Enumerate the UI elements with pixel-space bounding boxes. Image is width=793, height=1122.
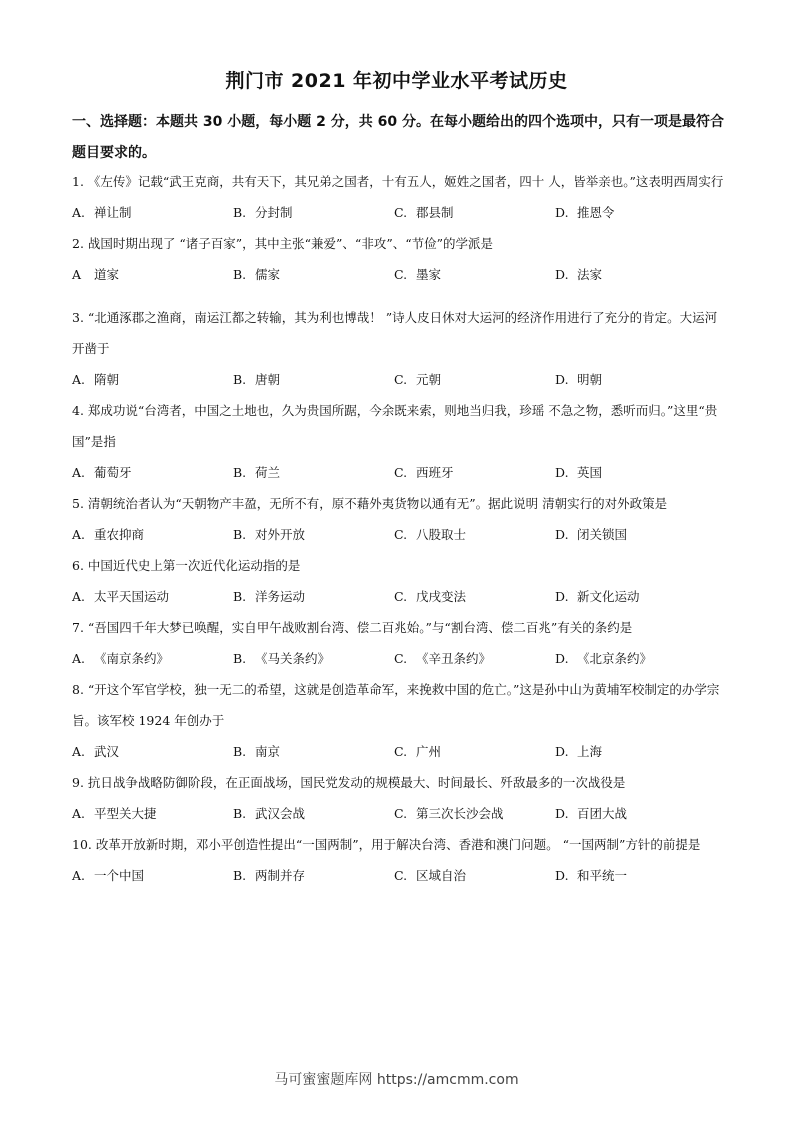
option-text: 禅让制	[94, 205, 132, 220]
option-text: 唐朝	[255, 372, 281, 387]
answer-option	[72, 364, 233, 395]
answer-option	[72, 798, 233, 829]
option-letter: D.	[555, 806, 569, 821]
option-text: 一个中国	[94, 868, 145, 883]
option-row	[72, 798, 724, 829]
answer-option	[394, 581, 555, 612]
option-text: 闭关锁国	[577, 527, 628, 542]
answer-option	[394, 457, 555, 488]
option-letter: D.	[555, 465, 569, 480]
question-item	[72, 550, 724, 612]
question-stem: 10. 改革开放新时期，邓小平创造性提出“一国两制”，用于解决台湾、香港和澳门问题。 “一国两制”方针的前提是	[72, 837, 701, 852]
option-text: 《南京条约》	[94, 651, 170, 666]
option-text: 两制并存	[255, 868, 306, 883]
footer-watermark: 马可蜜蜜题库网 https://amcmm.com	[274, 1072, 519, 1088]
option-text: 平型关大捷	[94, 806, 157, 821]
answer-option	[233, 457, 394, 488]
option-text: 推恩令	[577, 205, 615, 220]
question-item	[72, 166, 724, 228]
answer-option	[394, 736, 555, 767]
question-list	[72, 166, 724, 891]
option-text: 武汉会战	[255, 806, 306, 821]
option-text: 太平天国运动	[94, 589, 170, 604]
option-text: 元朝	[416, 372, 442, 387]
option-letter: C.	[394, 465, 408, 480]
option-letter: B.	[233, 465, 247, 480]
option-letter: C.	[394, 372, 408, 387]
option-row	[72, 860, 724, 891]
option-row	[72, 197, 724, 228]
option-text: 分封制	[255, 205, 293, 220]
option-letter: D.	[555, 527, 569, 542]
option-letter: C.	[394, 868, 408, 883]
question-item	[72, 829, 724, 891]
option-text: 法家	[577, 267, 603, 282]
option-text: 武汉	[94, 744, 120, 759]
answer-option	[233, 519, 394, 550]
question-stem: 6. 中国近代史上第一次近代化运动指的是	[72, 558, 301, 573]
option-letter: C.	[394, 806, 408, 821]
option-text: 重农抑商	[94, 527, 145, 542]
answer-option	[555, 259, 716, 290]
answer-option	[233, 736, 394, 767]
option-letter: B.	[233, 744, 247, 759]
option-text: 南京	[255, 744, 281, 759]
question-item	[72, 767, 724, 829]
option-letter: B.	[233, 205, 247, 220]
option-text: 新文化运动	[577, 589, 640, 604]
option-letter: C.	[394, 527, 408, 542]
option-letter: C.	[394, 744, 408, 759]
answer-option	[394, 364, 555, 395]
answer-option	[233, 643, 394, 674]
option-letter: A.	[72, 868, 86, 883]
option-letter: C.	[394, 651, 408, 666]
option-letter: D.	[555, 205, 569, 220]
option-text: 明朝	[577, 372, 603, 387]
answer-option	[72, 197, 233, 228]
option-text: 戊戌变法	[416, 589, 467, 604]
question-stem: 2. 战国时期出现了 “诸子百家”，其中主张“兼爱”、“非攻”、“节俭”的学派是	[72, 236, 493, 251]
answer-option	[233, 860, 394, 891]
option-letter: C.	[394, 589, 408, 604]
option-letter: B.	[233, 589, 247, 604]
option-row	[72, 736, 724, 767]
option-text: 道家	[94, 267, 120, 282]
option-letter: A.	[72, 589, 86, 604]
question-item	[72, 488, 724, 550]
option-letter: B.	[233, 527, 247, 542]
option-text: 《北京条约》	[577, 651, 653, 666]
answer-option	[394, 860, 555, 891]
answer-option	[394, 259, 555, 290]
option-text: 百团大战	[577, 806, 628, 821]
option-text: 《辛丑条约》	[416, 651, 492, 666]
answer-option	[394, 798, 555, 829]
option-text: 广州	[416, 744, 442, 759]
section-header: 一、选择题：本题共 30 小题，每小题 2 分，共 60 分。在每小题给出的四个选项中，只有一项是最符合题目要求的。	[72, 114, 724, 161]
option-letter: B.	[233, 267, 247, 282]
answer-option	[233, 364, 394, 395]
option-letter: D.	[555, 589, 569, 604]
question-stem: 7. “吾国四千年大梦已唤醒，实自甲午战败割台湾、偿二百兆始。”与“割台湾、偿二百兆”有关的条约是	[72, 620, 633, 635]
answer-option	[555, 860, 716, 891]
option-letter: A.	[72, 651, 86, 666]
option-row	[72, 581, 724, 612]
option-text: 隋朝	[94, 372, 120, 387]
answer-option	[394, 643, 555, 674]
question-item	[72, 674, 724, 767]
option-text: 西班牙	[416, 465, 454, 480]
option-text: 墨家	[416, 267, 442, 282]
answer-option	[555, 364, 716, 395]
answer-option	[233, 581, 394, 612]
option-row	[72, 457, 724, 488]
answer-option	[72, 736, 233, 767]
answer-option	[72, 519, 233, 550]
option-letter: D.	[555, 651, 569, 666]
option-letter: C.	[394, 205, 408, 220]
option-row	[72, 364, 724, 395]
option-letter: B.	[233, 806, 247, 821]
question-stem: 4. 郑成功说“台湾者，中国之土地也，久为贵国所踞，今余既来索，则地当归我，珍瑶 不急之物，悉听而归。”这里“贵国”是指	[72, 403, 718, 449]
option-letter: B.	[233, 868, 247, 883]
option-letter: B.	[233, 651, 247, 666]
option-text: 第三次长沙会战	[416, 806, 504, 821]
option-text: 洋务运动	[255, 589, 306, 604]
option-letter: D.	[555, 372, 569, 387]
option-text: 荷兰	[255, 465, 281, 480]
answer-option	[394, 197, 555, 228]
question-item	[72, 228, 724, 290]
option-letter: A	[72, 267, 82, 282]
option-letter: A.	[72, 205, 86, 220]
option-text: 葡萄牙	[94, 465, 132, 480]
question-stem: 9. 抗日战争战略防御阶段，在正面战场，国民党发动的规模最大、时间最长、歼敌最多的一次战役是	[72, 775, 626, 790]
question-stem: 8. “开这个军官学校，独一无二的希望，这就是创造革命军，来挽救中国的危亡。”这是孙中山为黄埔军校制定的办学宗旨。该军校 1924 年创办于	[72, 682, 720, 728]
question-item	[72, 395, 724, 488]
option-letter: A.	[72, 806, 86, 821]
question-stem: 3. “北通涿郡之渔商，南运江都之转输，其为利也博哉！ ”诗人皮日休对大运河的经济作用进行了充分的肯定。大运河开凿于	[72, 310, 718, 356]
answer-option	[72, 457, 233, 488]
answer-option	[555, 197, 716, 228]
option-text: 和平统一	[577, 868, 628, 883]
option-text: 儒家	[255, 267, 281, 282]
answer-option	[233, 197, 394, 228]
question-item	[72, 302, 724, 395]
option-letter: A.	[72, 744, 86, 759]
answer-option	[233, 259, 394, 290]
question-item	[72, 612, 724, 674]
option-text: 对外开放	[255, 527, 306, 542]
spacer	[72, 290, 724, 302]
answer-option	[555, 798, 716, 829]
answer-option	[72, 259, 233, 290]
option-row	[72, 519, 724, 550]
option-letter: B.	[233, 372, 247, 387]
answer-option	[555, 736, 716, 767]
option-text: 《马关条约》	[255, 651, 331, 666]
answer-option	[555, 643, 716, 674]
option-row	[72, 259, 724, 290]
option-letter: A.	[72, 527, 86, 542]
question-stem: 5. 清朝统治者认为“天朝物产丰盈，无所不有，原不藉外夷货物以通有无”。据此说明 清朝实行的对外政策是	[72, 496, 668, 511]
option-letter: D.	[555, 868, 569, 883]
option-text: 区域自治	[416, 868, 467, 883]
option-text: 八股取士	[416, 527, 467, 542]
answer-option	[555, 457, 716, 488]
answer-option	[72, 643, 233, 674]
option-letter: D.	[555, 267, 569, 282]
option-letter: A.	[72, 372, 86, 387]
option-letter: A.	[72, 465, 86, 480]
option-text: 郡县制	[416, 205, 454, 220]
answer-option	[72, 581, 233, 612]
option-text: 英国	[577, 465, 603, 480]
answer-option	[394, 519, 555, 550]
answer-option	[555, 519, 716, 550]
answer-option	[72, 860, 233, 891]
option-text: 上海	[577, 744, 603, 759]
option-letter: C.	[394, 267, 408, 282]
answer-option	[233, 798, 394, 829]
answer-option	[555, 581, 716, 612]
page-title: 荆门市 2021 年初中学业水平考试历史	[225, 70, 568, 92]
option-row	[72, 643, 724, 674]
option-letter: D.	[555, 744, 569, 759]
question-stem: 1. 《左传》记载“武王克商，共有天下，其兄弟之国者，十有五人，姬姓之国者，四十 人，皆举亲也。”这表明西周实行	[72, 174, 724, 189]
